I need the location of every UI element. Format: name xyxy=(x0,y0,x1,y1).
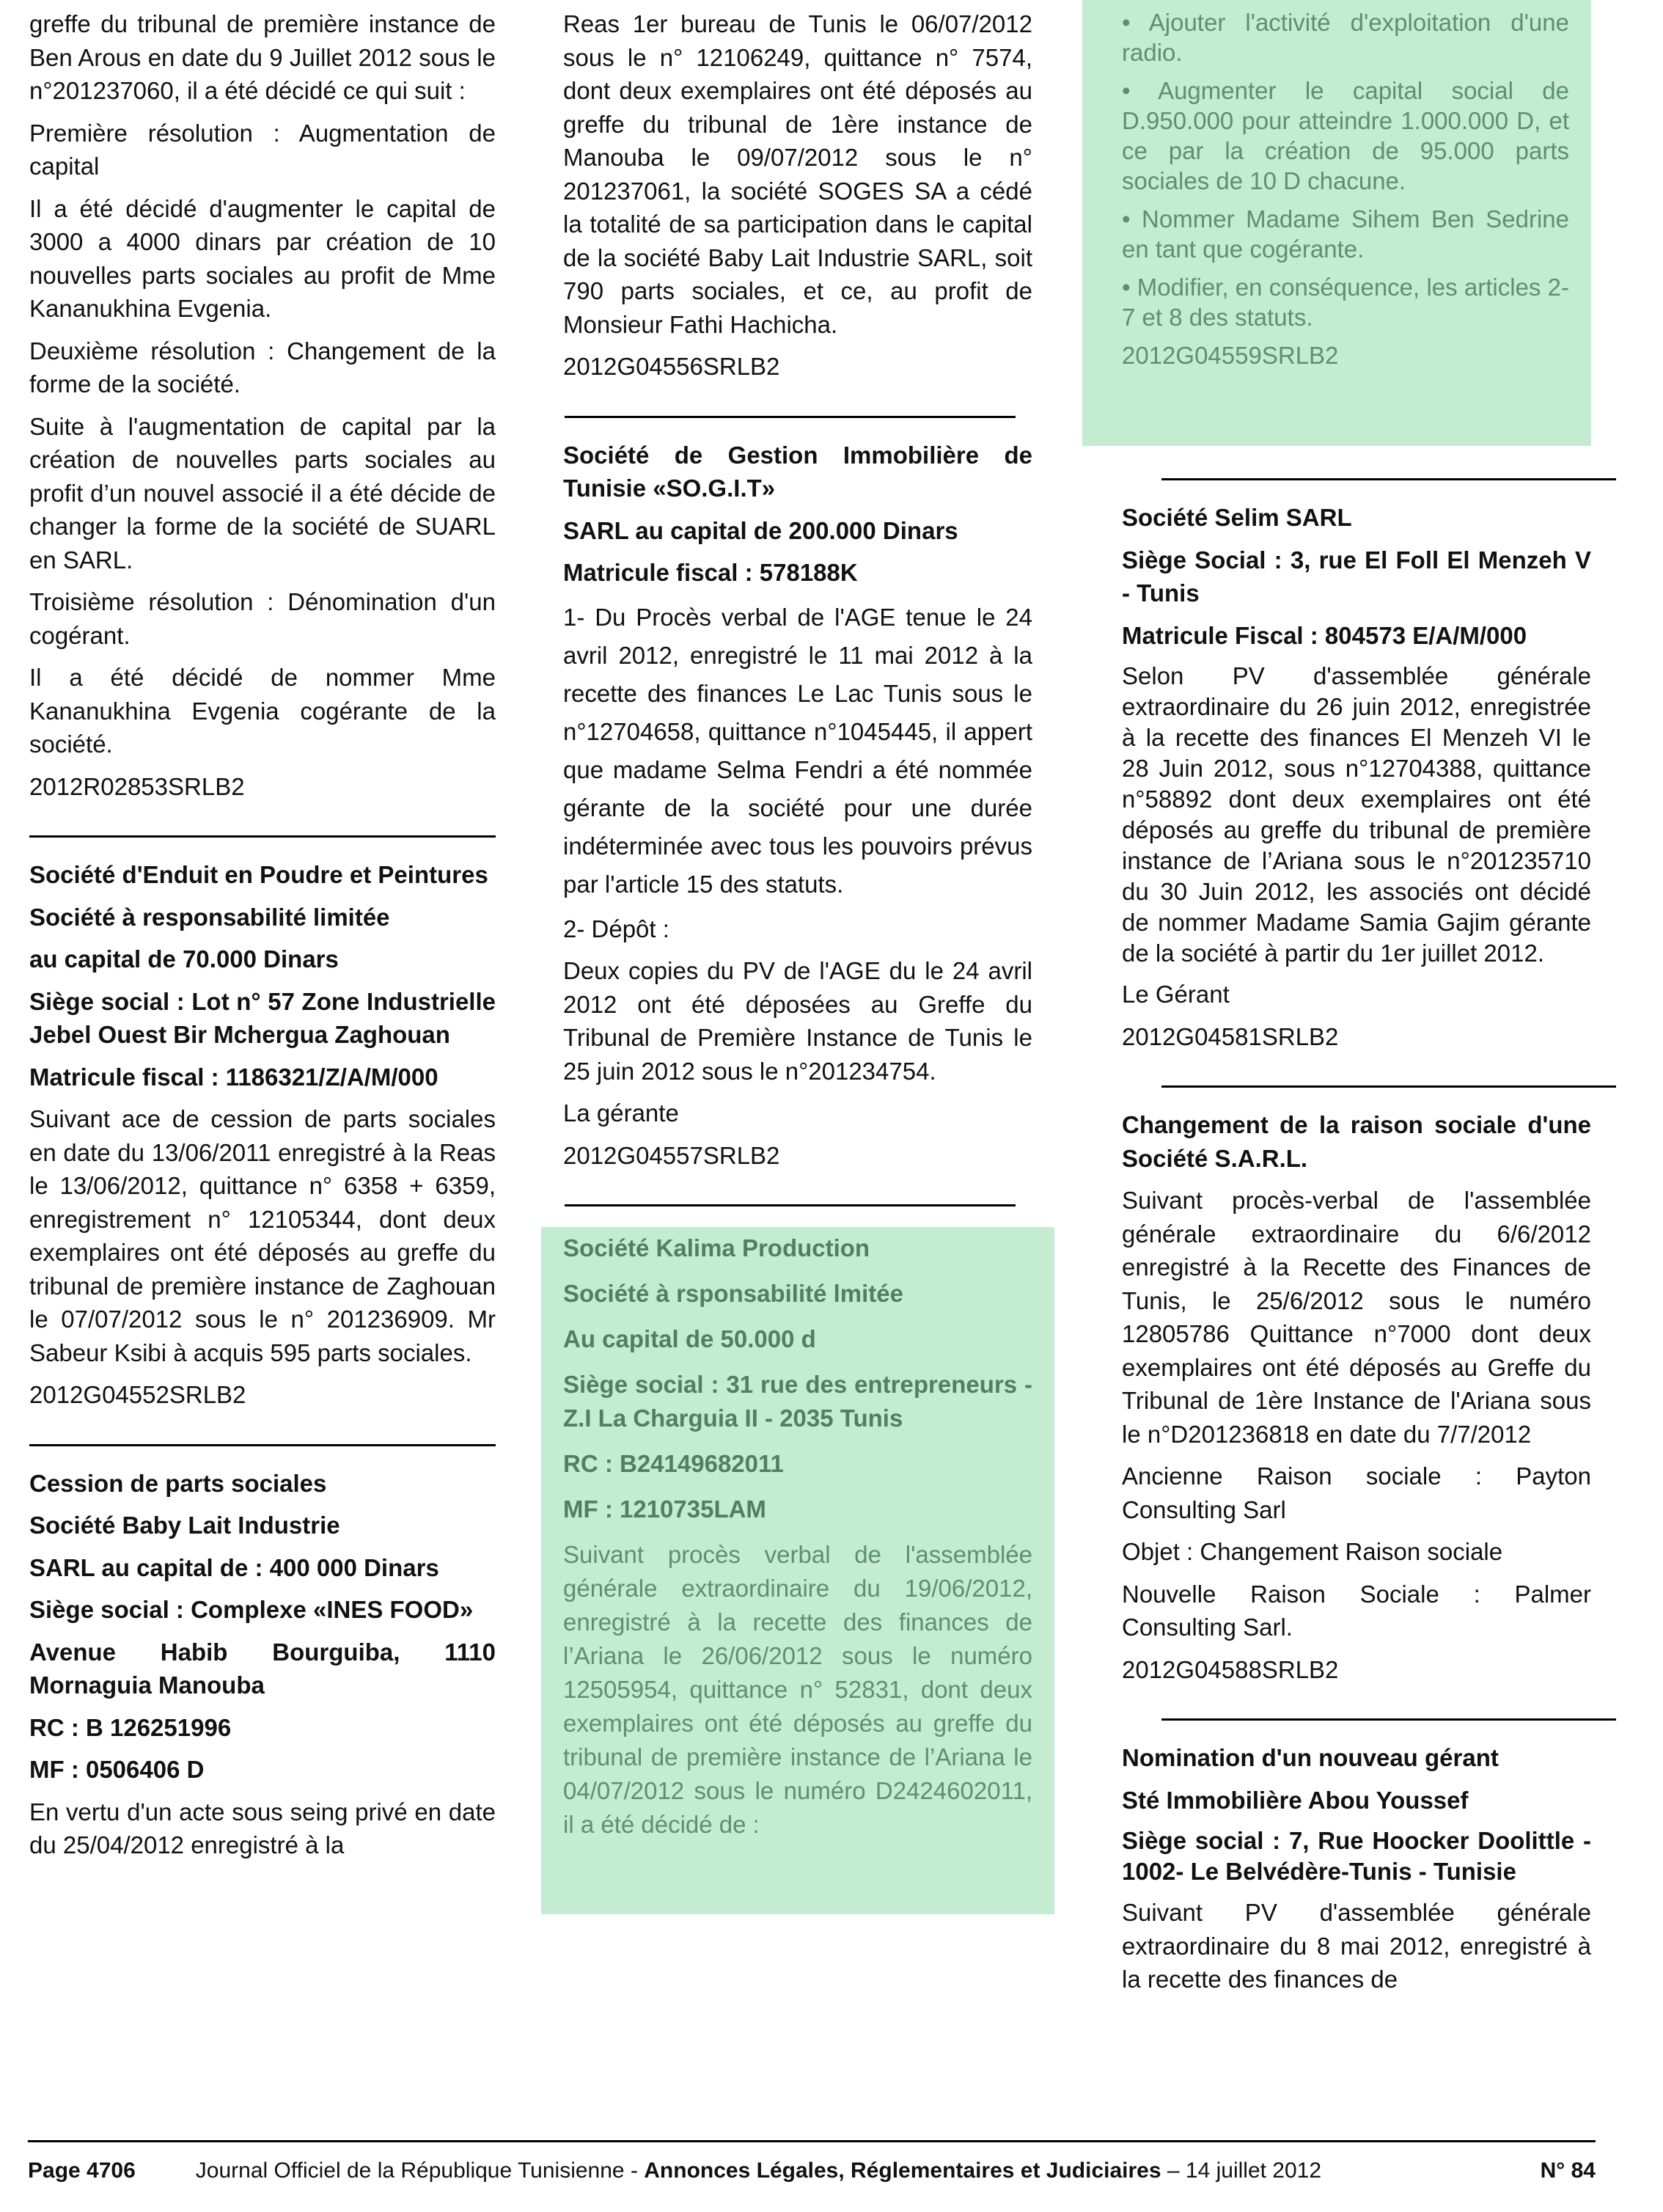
section-divider xyxy=(1161,1085,1616,1088)
notice-heading: Au capital de 50.000 d xyxy=(563,1325,816,1352)
column-2-notices xyxy=(563,7,1032,1206)
notice-heading: Société Kalima Production xyxy=(563,1234,870,1261)
notice-paragraph: 1- Du Procès verbal de l'AGE tenue le 24 avril 2012, enregistré le 11 mai 2012 à la recette des finances Le Lac Tunis sous le n°12704658, quittance n°1045445, il appert que madame Selma Fendri a été nommée gérante de la société pour une durée indéterminée avec tous les pouvoirs prévus par l'article 15 des statuts. xyxy=(563,603,1032,898)
notice-paragraph: Deuxième résolution : Changement de la forme de la société. xyxy=(29,337,496,398)
notice-paragraph: • Modifier, en conséquence, les articles 2-7 et 8 des statuts. xyxy=(1122,274,1569,331)
notice-heading: au capital de 70.000 Dinars xyxy=(29,945,339,973)
section-divider xyxy=(1161,1718,1616,1721)
notice-reference: 2012G04552SRLB2 xyxy=(29,1381,246,1408)
column-3 xyxy=(1082,7,1591,2005)
notice-heading: Matricule fiscal : 578188K xyxy=(563,559,858,586)
section-divider xyxy=(565,1204,1016,1206)
notice-reference: 2012G04581SRLB2 xyxy=(1122,1022,1339,1050)
notice-paragraph: Suite à l'augmentation de capital par la création de nouvelles parts sociales au profit d’un nouvel associé il a été décide de changer la forme de la société de SUARL en SARL. xyxy=(29,412,496,574)
notice-paragraph: Nouvelle Raison Sociale : Palmer Consulting Sarl. xyxy=(1122,1580,1591,1641)
notice-heading: MF : 1210735LAM xyxy=(563,1495,766,1523)
notice-reference: 2012G04556SRLB2 xyxy=(563,353,780,380)
notice-heading: Siège social : Lot n° 57 Zone Industrielle Jebel Ouest Bir Mchergua Zaghouan xyxy=(29,987,496,1048)
notice-heading: RC : B24149682011 xyxy=(563,1450,784,1477)
notice-paragraph: Suivant PV d'assemblée générale extraordinaire du 8 mai 2012, enregistré à la recette des finances de xyxy=(1122,1899,1591,1993)
notice-heading: Siège Social : 3, rue El Foll El Menzeh V - Tunis xyxy=(1122,546,1591,607)
notice-heading: Siège social : Complexe «INES FOOD» xyxy=(29,1596,474,1623)
column-3-notices xyxy=(1082,478,1591,1996)
section-divider xyxy=(1161,478,1616,480)
notice-heading: MF : 0506406 D xyxy=(29,1756,205,1783)
notice-heading: Matricule Fiscal : 804573 E/A/M/000 xyxy=(1122,621,1527,649)
notice-heading: Sté Immobilière Abou Youssef xyxy=(1122,1786,1469,1814)
notice-paragraph: Deux copies du PV de l'AGE du le 24 avril 2012 ont été déposées au Greffe du Tribunal de Première Instance de Tunis le 25 juin 2012 sous le n°201234754. xyxy=(563,957,1032,1085)
notice-paragraph: • Augmenter le capital social de D.950.000 pour atteindre 1.000.000 D, et ce par la création de 95.000 parts sociales de 10 D chacune. xyxy=(1122,77,1569,194)
page-footer xyxy=(28,2140,1596,2183)
notice-heading: Cession de parts sociales xyxy=(29,1469,327,1497)
notice-heading: SARL au capital de : 400 000 Dinars xyxy=(29,1553,439,1581)
footer-line xyxy=(28,2158,1596,2183)
notice-paragraph: Suivant procès-verbal de l'assemblée générale extraordinaire du 6/6/2012 enregistré à la Recette des Finances de Tunis, le 25/6/2012 sous le numéro 12805786 Quittance n°7000 dont deux exemplaires ont été déposés au Greffe du Tribunal de 1ère Instance de l'Ariana sous le n°D201236818 en date du 7/7/2012 xyxy=(1122,1187,1591,1448)
notice-paragraph: Il a été décidé d'augmenter le capital de 3000 a 4000 dinars par création de 10 nouvelles parts sociales au profit de Mme Kananukhina Evgenia. xyxy=(29,194,496,322)
notice-heading: Changement de la raison sociale d'une Société S.A.R.L. xyxy=(1122,1111,1591,1172)
notice-paragraph: Il a été décidé de nommer Mme Kananukhina Evgenia cogérante de la société. xyxy=(29,664,496,758)
notice-paragraph: Suivant procès verbal de l'assemblée générale extraordinaire du 19/06/2012, enregistré à la recette des finances de l’Ariana le 26/06/2012 sous le numéro 12505954, quittance n° 52831, dont deux exemplaires ont été déposés au greffe du tribunal de première instance de l’Ariana le 04/07/2012 sous le numéro D2424602011, il a été décidé de : xyxy=(563,1541,1032,1838)
notice-heading: Société à responsabilité limitée xyxy=(29,903,390,931)
page-number: Page 4706 xyxy=(28,2158,136,2183)
notice-paragraph: Première résolution : Augmentation de capital xyxy=(29,119,496,180)
section-divider xyxy=(29,1444,496,1446)
notice-heading: Siège social : 31 rue des entrepreneurs - Z.I La Charguia II - 2035 Tunis xyxy=(563,1371,1032,1432)
journal-title xyxy=(136,2158,1541,2183)
section-divider xyxy=(565,416,1016,418)
notice-paragraph: Objet : Changement Raison sociale xyxy=(1122,1538,1503,1565)
notice-paragraph: Le Gérant xyxy=(1122,981,1230,1008)
notice-paragraph: • Ajouter l'activité d'exploitation d'une radio. xyxy=(1122,9,1569,66)
notice-paragraph: greffe du tribunal de première instance de Ben Arous en date du 9 Juillet 2012 sous le n°201237060, il a été décidé ce qui suit : xyxy=(29,10,496,104)
notice-heading: Société à rsponsabilité lmitée xyxy=(563,1280,903,1307)
notice-heading: Avenue Habib Bourguiba, 1110 Mornaguia Manouba xyxy=(29,1638,496,1699)
section-divider xyxy=(29,835,496,838)
notice-paragraph: Selon PV d'assemblée générale extraordinaire du 26 juin 2012, enregistrée à la recette des finances El Menzeh VI le 28 Juin 2012, sous n°12704388, quittance n°58892 dont deux exemplaires ont été déposés au greffe du tribunal de première instance de l’Ariana sous le n°201235710 du 30 Juin 2012, les associés ont décidé de nommer Madame Samia Gajim gérante de la société à partir du 1er juillet 2012. xyxy=(1122,662,1591,967)
footer-rule xyxy=(28,2140,1596,2142)
notice-heading: Société Baby Lait Industrie xyxy=(29,1512,340,1539)
notice-heading: Société d'Enduit en Poudre et Peintures xyxy=(29,861,488,888)
notice-paragraph: La gérante xyxy=(563,1099,679,1127)
notice-paragraph: 2- Dépôt : xyxy=(563,915,669,942)
notice-heading: Matricule fiscal : 1186321/Z/A/M/000 xyxy=(29,1063,438,1091)
notice-heading: SARL au capital de 200.000 Dinars xyxy=(563,516,958,544)
journal-title-section: Annonces Légales, Réglementaires et Judiciaires xyxy=(644,2158,1161,2183)
notice-heading: Nomination d'un nouveau gérant xyxy=(1122,1744,1499,1771)
notice-paragraph: En vertu d'un acte sous seing privé en date du 25/04/2012 enregistré à la xyxy=(29,1798,496,1858)
notice-heading: Siège social : 7, Rue Hoocker Doolittle - 1002- Le Belvédère-Tunis - Tunisie xyxy=(1122,1827,1591,1885)
notice-heading: RC : B 126251996 xyxy=(29,1713,232,1741)
highlighted-notice-continuation xyxy=(1082,0,1591,446)
highlighted-notice-kalima-production xyxy=(541,1227,1054,1914)
notice-reference: 2012G04557SRLB2 xyxy=(563,1141,780,1169)
column-2 xyxy=(563,7,1032,1914)
issue-number: N° 84 xyxy=(1540,2158,1596,2183)
column-1 xyxy=(29,7,496,1871)
notice-heading: Société de Gestion Immobilière de Tunisie «SO.G.I.T» xyxy=(563,441,1032,502)
notice-paragraph: 2012G04559SRLB2 xyxy=(1122,342,1339,369)
notice-reference: 2012R02853SRLB2 xyxy=(29,772,245,800)
notice-reference: 2012G04588SRLB2 xyxy=(1122,1655,1339,1683)
notice-paragraph: Troisième résolution : Dénomination d'un cogérant. xyxy=(29,588,496,649)
journal-title-prefix: Journal Officiel de la République Tunisienne - xyxy=(195,2158,645,2183)
notice-paragraph: • Nommer Madame Sihem Ben Sedrine en tant que cogérante. xyxy=(1122,205,1569,263)
notice-paragraph: Ancienne Raison sociale : Payton Consulting Sarl xyxy=(1122,1462,1591,1523)
notice-paragraph: Reas 1er bureau de Tunis le 06/07/2012 sous le n° 12106249, quittance n° 7574, dont deux exemplaires ont été déposés au greffe du tribunal de 1ère instance de Manouba le 09/07/2012 sous le n° 201237061, la société SOGES SA a cédé la totalité de sa participation dans le capital de la société Baby Lait Industrie SARL, soit 790 parts sociales, et ce, au profit de Monsieur Fathi Hachicha. xyxy=(563,10,1032,338)
notice-heading: Société Selim SARL xyxy=(1122,504,1352,531)
notice-paragraph: Suivant ace de cession de parts sociales en date du 13/06/2011 enregistré à la Reas le 13/06/2012, quittance n° 6358 + 6359, enregistrement n° 12105344, dont deux exemplaires ont été déposés au greffe du tribunal de première instance de Zaghouan le 07/07/2012 sous le n° 201236909. Mr Sabeur Ksibi à acquis 595 parts sociales. xyxy=(29,1105,496,1366)
journal-title-date: – 14 juillet 2012 xyxy=(1161,2158,1322,2183)
